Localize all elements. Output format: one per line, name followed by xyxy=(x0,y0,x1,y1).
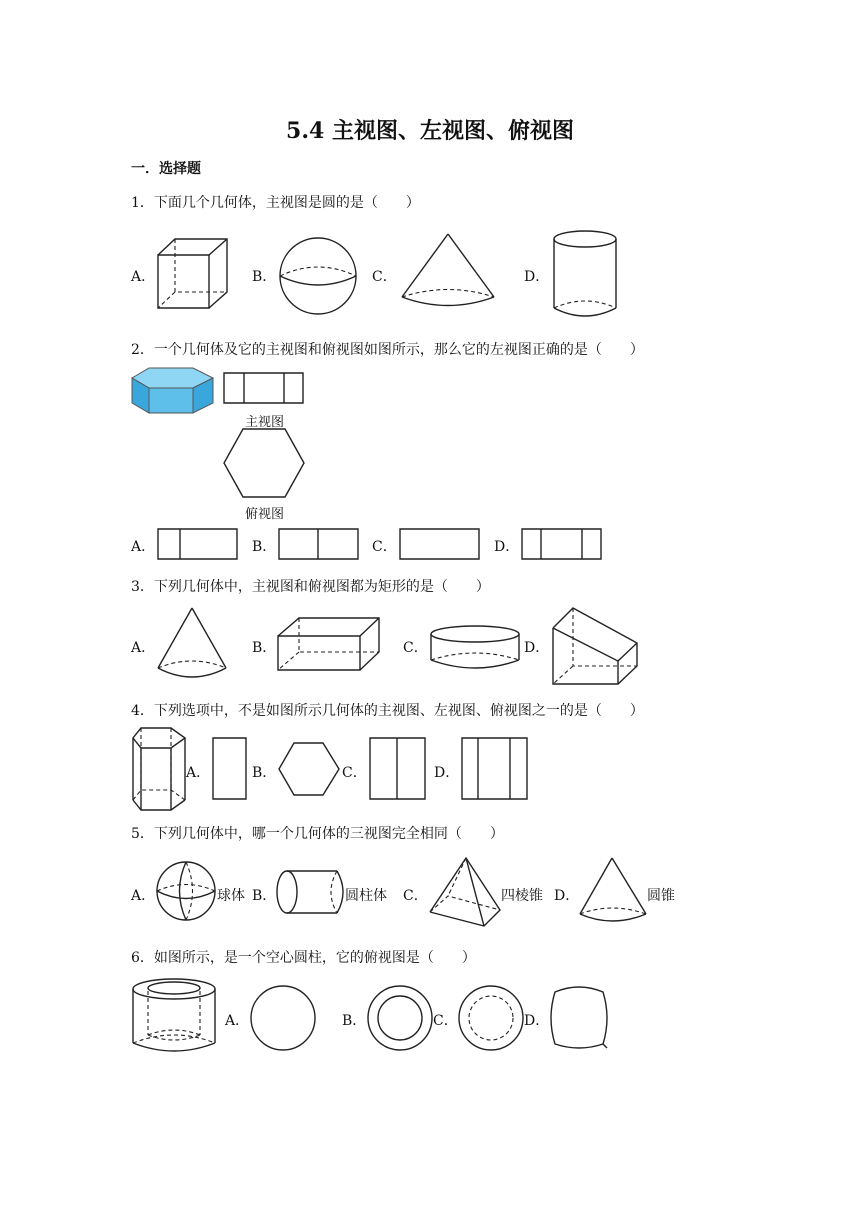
q6-option-a[interactable]: A． xyxy=(225,1013,250,1029)
q2-top-view-hexagon xyxy=(222,427,306,499)
question-6-text: 6．如图所示，是一个空心圆柱，它的俯视图是（ ） xyxy=(131,950,476,966)
q2-front-view xyxy=(223,372,305,404)
sphere-figure xyxy=(155,860,217,922)
question-4-text: 4．下列选项中，不是如图所示几何体的主视图、左视图、俯视图之一的是（ ） xyxy=(131,703,644,719)
q3-option-a[interactable]: A． xyxy=(131,640,156,656)
q1-option-c[interactable]: C． xyxy=(372,269,397,285)
hexagonal-prism-figure xyxy=(131,366,215,416)
q4-option-b-hexagon xyxy=(277,741,341,797)
q4-option-c-figure xyxy=(369,737,427,801)
q6-option-d-figure xyxy=(549,988,609,1048)
q1-option-a[interactable]: A． xyxy=(131,269,156,285)
q4-option-c[interactable]: C． xyxy=(342,765,367,781)
square-pyramid-figure xyxy=(428,856,502,928)
top-view-caption: 俯视图 xyxy=(245,507,285,522)
question-3-text: 3．下列几何体中，主视图和俯视图都为矩形的是（ ） xyxy=(131,579,490,595)
q3-option-d[interactable]: D． xyxy=(524,640,550,656)
q2-option-a-figure xyxy=(157,528,239,560)
q5-option-c[interactable]: C． xyxy=(403,888,428,904)
q2-option-b[interactable]: B． xyxy=(252,539,277,555)
short-cylinder-figure xyxy=(429,624,521,672)
q6-option-b-rings xyxy=(366,984,434,1052)
q2-option-c-figure xyxy=(399,528,481,560)
q4-option-d-figure xyxy=(461,737,529,801)
hexagonal-prism-wireframe xyxy=(131,726,187,812)
q4-option-b[interactable]: B． xyxy=(252,765,277,781)
q6-option-d[interactable]: D． xyxy=(524,1013,550,1029)
q2-option-c[interactable]: C． xyxy=(372,539,397,555)
cone-figure xyxy=(400,232,496,312)
cylinder-figure xyxy=(552,230,618,318)
sphere-label: 球体 xyxy=(217,888,245,904)
q5-option-a[interactable]: A． xyxy=(131,888,156,904)
cube-figure xyxy=(157,238,229,310)
question-2-text: 2．一个几何体及它的主视图和俯视图如图所示，那么它的左视图正确的是（ ） xyxy=(131,342,644,358)
q3-option-b[interactable]: B． xyxy=(252,640,277,656)
q2-option-d-figure xyxy=(521,528,603,560)
q6-option-c[interactable]: C． xyxy=(433,1013,458,1029)
section-heading: 一．选择题 xyxy=(131,161,201,177)
question-5-text: 5．下列几何体中，哪一个几何体的三视图完全相同（ ） xyxy=(131,826,504,842)
sphere-figure xyxy=(278,236,358,316)
cone-label: 圆锥 xyxy=(647,888,675,904)
q5-option-d[interactable]: D． xyxy=(554,888,580,904)
horizontal-cylinder-figure xyxy=(275,868,345,916)
q1-option-d[interactable]: D． xyxy=(524,269,550,285)
pyramid-label: 四棱锥 xyxy=(501,888,543,904)
q2-option-a[interactable]: A． xyxy=(131,539,156,555)
q4-option-a[interactable]: A． xyxy=(186,765,211,781)
cylinder-label: 圆柱体 xyxy=(345,888,387,904)
q1-option-b[interactable]: B． xyxy=(252,269,277,285)
cuboid-figure xyxy=(277,616,381,672)
front-view-caption: 主视图 xyxy=(245,415,285,430)
hollow-cylinder-figure xyxy=(131,977,217,1055)
q4-option-a-figure xyxy=(212,737,248,801)
q5-option-b[interactable]: B． xyxy=(252,888,277,904)
cone-figure xyxy=(156,606,228,682)
q4-option-d[interactable]: D． xyxy=(434,765,460,781)
q2-option-b-figure xyxy=(278,528,360,560)
q6-option-a-circle xyxy=(249,984,317,1052)
page-title: 5.4 主视图、左视图、俯视图 xyxy=(286,118,574,144)
cone-figure xyxy=(578,856,648,926)
wedge-prism-figure xyxy=(551,606,641,686)
question-1-text: 1．下面几个几何体，主视图是圆的是（ ） xyxy=(131,195,420,211)
q6-option-b[interactable]: B． xyxy=(342,1013,367,1029)
q6-option-c-rings xyxy=(457,984,525,1052)
q3-option-c[interactable]: C． xyxy=(403,640,428,656)
q2-option-d[interactable]: D． xyxy=(494,539,520,555)
